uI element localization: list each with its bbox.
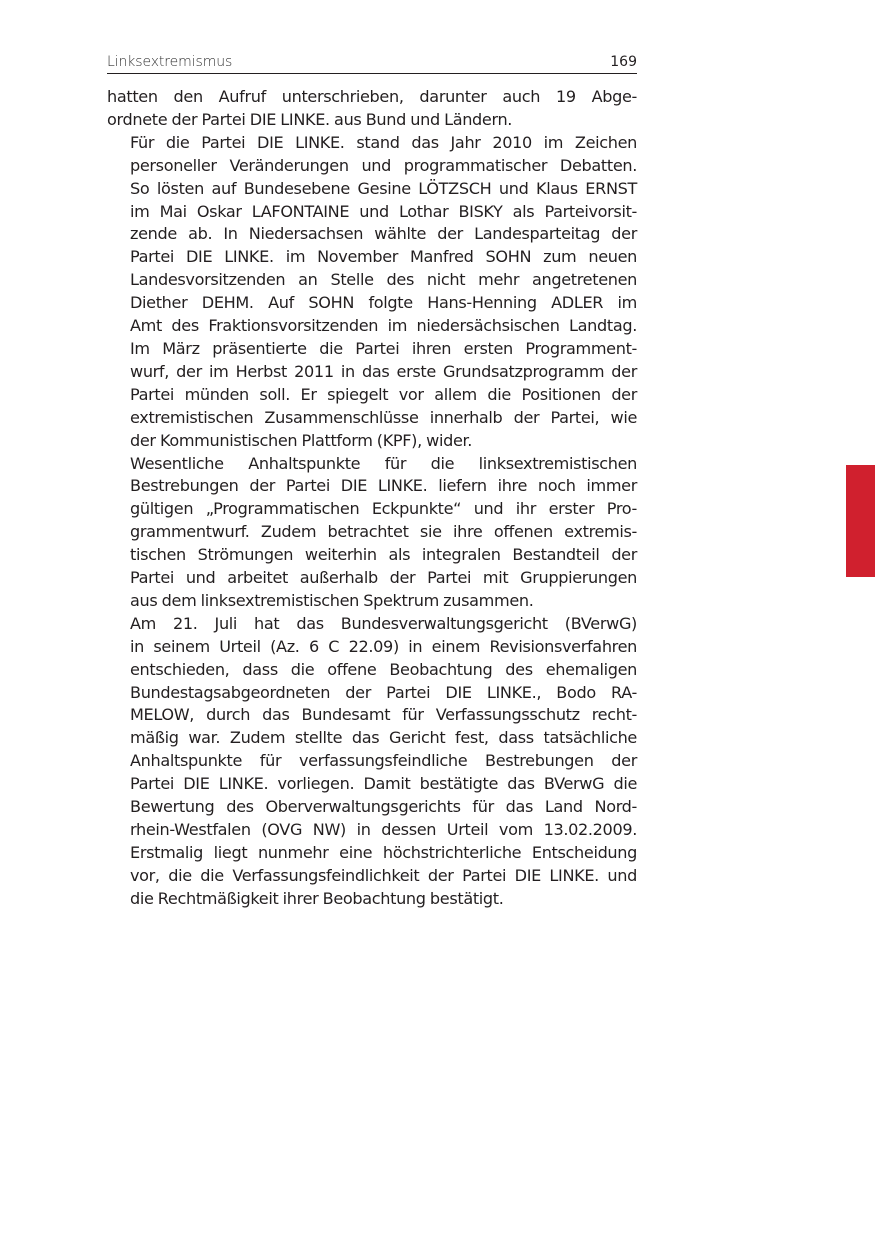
text-line: wurf, der im Herbst 2011 in das erste Grundsatzprogramm der [130,361,637,381]
text-line: im Mai Oskar LAFONTAINE und Lothar BISKY als Parteivorsit- [130,201,637,221]
running-title: Linksextremismus [107,54,233,70]
text-line: vor, die die Verfassungsfeindlichkeit der Partei DIE LINKE. und [130,865,637,885]
text-line: aus dem linksextremistischen Spektrum zusammen. [130,590,534,610]
text-line: der Kommunistischen Plattform (KPF), wider. [130,430,473,450]
text-line: Partei und arbeitet außerhalb der Partei mit Gruppierungen [130,568,637,588]
text-line: Bewertung des Oberverwaltungsgerichts für das Land Nord- [130,797,637,817]
text-line: hatten den Aufruf unterschrieben, darunter auch 19 Abge- [107,87,637,106]
text-line: MELOW, durch das Bundesamt für Verfassungsschutz recht- [130,705,637,725]
paragraph [107,453,637,613]
body-text [107,86,637,911]
text-line: gültigen „Programmatischen Eckpunkte“ und ihr erster Pro- [130,499,637,519]
text-line: tischen Strömungen weiterhin als integralen Bestandteil der [130,545,637,565]
text-line: Bundestagsabgeordneten der Partei DIE LINKE., Bodo RA- [130,682,637,702]
paragraph [107,613,637,911]
text-line: Landesvorsitzenden an Stelle des nicht mehr angetretenen [130,270,637,290]
text-line: grammentwurf. Zudem betrachtet sie ihre offenen extremis- [130,522,637,542]
text-line: Am 21. Juli hat das Bundesverwaltungsgericht (BVerwG) [130,613,637,633]
text-line: mäßig war. Zudem stellte das Gericht fest, dass tatsächliche [130,728,637,748]
text-line: Partei DIE LINKE. vorliegen. Damit bestätigte das BVerwG die [130,774,637,794]
text-line: personeller Veränderungen und programmatischer Debatten. [130,155,637,175]
text-line: Im März präsentierte die Partei ihren ersten Programment- [130,338,637,358]
text-line: Wesentliche Anhaltspunkte für die linksextremistischen [130,453,637,473]
paragraph [107,86,637,132]
text-line: Amt des Fraktionsvorsitzenden im niedersächsischen Landtag. [130,316,637,336]
text-line: rhein-Westfalen (OVG NW) in dessen Urteil vom 13.02.2009. [130,820,637,839]
text-line: Partei DIE LINKE. im November Manfred SOHN zum neuen [130,247,637,267]
text-line: Bestrebungen der Partei DIE LINKE. liefern ihre noch immer [130,476,637,496]
text-line: entschieden, dass die offene Beobachtung des ehemaligen [130,659,637,679]
text-line: die Rechtmäßigkeit ihrer Beobachtung bestätigt. [130,888,504,908]
page-number: 169 [610,54,637,70]
text-line: Diether DEHM. Auf SOHN folgte Hans-Henning ADLER im [130,293,637,313]
text-line: Erstmalig liegt nunmehr eine höchstrichterliche Entscheidung [130,842,637,862]
text-line: So lösten auf Bundesebene Gesine LÖTZSCH und Klaus ERNST [130,178,637,198]
text-line: ordnete der Partei DIE LINKE. aus Bund und Ländern. [107,109,513,129]
text-line: zende ab. In Niedersachsen wählte der Landesparteitag der [130,224,637,244]
text-line: extremistischen Zusammenschlüsse innerhalb der Partei, wie [130,407,637,427]
text-line: Anhaltspunkte für verfassungsfeindliche Bestrebungen der [130,751,637,771]
paragraph [107,132,637,453]
text-line: Partei münden soll. Er spiegelt vor allem die Positionen der [130,384,637,404]
page-header [107,52,637,74]
chapter-thumb-tab [846,465,875,577]
text-line: Für die Partei DIE LINKE. stand das Jahr 2010 im Zeichen [130,132,637,152]
text-line: in seinem Urteil (Az. 6 C 22.09) in einem Revisionsverfahren [130,636,637,656]
